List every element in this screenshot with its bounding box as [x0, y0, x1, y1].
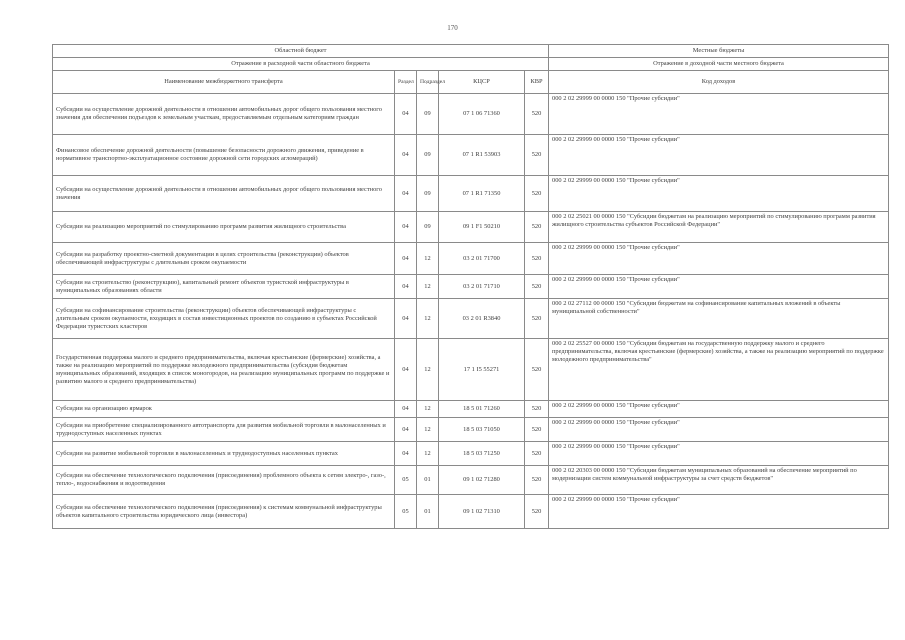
transfer-name-cell: Субсидии на развитие мобильной торговли в малонаселенных и труднодоступных населенных пунктах [53, 442, 395, 466]
kcsr-cell: 18 5 03 71050 [439, 418, 525, 442]
kvr-cell: 520 [525, 176, 549, 212]
kcsr-cell: 07 1 06 71360 [439, 94, 525, 135]
kvr-header: КВР [525, 71, 549, 94]
income-code-cell: 000 2 02 27112 00 0000 150 "Субсидии бюджетам на софинансирование капитальных вложений в объекты муниципальной собственности" [549, 299, 889, 339]
kcsr-header: КЦСР [439, 71, 525, 94]
kvr-cell: 520 [525, 212, 549, 243]
razdel-cell: 04 [395, 401, 417, 418]
kvr-cell: 520 [525, 418, 549, 442]
table-row [53, 135, 889, 176]
table-row [53, 401, 889, 418]
income-code-header: Код доходов [549, 71, 889, 94]
transfer-name-cell: Субсидии на обеспечение технологического подключения (присоединения) проблемного объекта к сетям электро-, газо-, тепло-, водоснабжения и водоотведения [53, 466, 395, 495]
table-row [53, 243, 889, 275]
kcsr-cell: 03 2 01 71710 [439, 275, 525, 299]
razdel-cell: 04 [395, 212, 417, 243]
razdel-cell: 04 [395, 339, 417, 401]
header-row-3 [53, 71, 889, 94]
transfer-name-cell: Финансовое обеспечение дорожной деятельности (повышение безопасности дорожного движения, приведение в нормативное транспортно-эксплуатационное состояние дорожной сети городских агломераций) [53, 135, 395, 176]
table-row [53, 466, 889, 495]
kcsr-cell: 07 1 R1 71350 [439, 176, 525, 212]
podrazdel-cell: 09 [417, 94, 439, 135]
regional-budget-header: Областной бюджет [53, 45, 549, 58]
table-row [53, 442, 889, 466]
income-code-cell: 000 2 02 25527 00 0000 150 "Субсидии бюджетам на государственную поддержку малого и среднего предпринимательства, включая крестьянские (фермерские) хозяйства, а также на реализацию мероприятий по поддержке молодежного предпринимательства" [549, 339, 889, 401]
income-code-cell: 000 2 02 20303 00 0000 150 "Субсидии бюджетам муниципальных образований на обеспечение мероприятий по модернизации систем коммунальной инфраструктуры за счет средств бюджетов" [549, 466, 889, 495]
transfer-name-cell: Субсидии на организацию ярмарок [53, 401, 395, 418]
transfer-name-cell: Субсидии на разработку проектно-сметной документации в целях строительства (реконструкции) объектов обеспечивающей инфраструктуры с длительным сроком окупаемости [53, 243, 395, 275]
table-row [53, 339, 889, 401]
razdel-cell: 04 [395, 418, 417, 442]
kvr-cell: 520 [525, 299, 549, 339]
transfer-name-cell: Субсидии на приобретение специализированного автотранспорта для развития мобильной торговли в малонаселенных и труднодоступных населенных пунктах [53, 418, 395, 442]
transfer-name-cell: Субсидии на осуществление дорожной деятельности в отношении автомобильных дорог общего пользования местного значения для обеспечения подъездов к земельным участкам, предоставляемым отдельным категориям граждан [53, 94, 395, 135]
razdel-cell: 04 [395, 135, 417, 176]
kvr-cell: 520 [525, 339, 549, 401]
transfer-name-header: Наименование межбюджетного трансферта [53, 71, 395, 94]
table-body [53, 94, 889, 529]
razdel-cell: 04 [395, 94, 417, 135]
razdel-cell: 05 [395, 466, 417, 495]
kvr-cell: 520 [525, 275, 549, 299]
page-number: 170 [447, 24, 458, 32]
transfer-name-cell: Государственная поддержка малого и среднего предпринимательства, включая крестьянские (фермерские) хозяйства, а также на реализацию мероприятий по поддержке молодежного предпринимательства (субсидия бюджетам муниципальных образований, входящих в список моногородов, на реализацию муниципальных программ по поддержке и развитию малого и среднего предпринимательства) [53, 339, 395, 401]
podrazdel-cell: 12 [417, 299, 439, 339]
table-row [53, 495, 889, 529]
kvr-cell: 520 [525, 442, 549, 466]
podrazdel-cell: 12 [417, 339, 439, 401]
kcsr-cell: 03 2 01 71700 [439, 243, 525, 275]
razdel-cell: 04 [395, 442, 417, 466]
kvr-cell: 520 [525, 243, 549, 275]
razdel-cell: 05 [395, 495, 417, 529]
podrazdel-cell: 12 [417, 418, 439, 442]
kcsr-cell: 09 1 02 71310 [439, 495, 525, 529]
razdel-cell: 04 [395, 299, 417, 339]
local-budgets-header: Местные бюджеты [549, 45, 889, 58]
transfer-name-cell: Субсидии на обеспечение технологического подключения (присоединения) к системам коммунальной инфраструктуры объектов капитального строительства юридического лица (инвестора) [53, 495, 395, 529]
table-row [53, 212, 889, 243]
income-code-cell: 000 2 02 29999 00 0000 150 "Прочие субсидии" [549, 243, 889, 275]
podrazdel-cell: 12 [417, 401, 439, 418]
kcsr-cell: 07 1 R1 53903 [439, 135, 525, 176]
podrazdel-cell: 12 [417, 243, 439, 275]
income-code-cell: 000 2 02 29999 00 0000 150 "Прочие субсидии" [549, 418, 889, 442]
income-code-cell: 000 2 02 29999 00 0000 150 "Прочие субсидии" [549, 495, 889, 529]
table-row [53, 176, 889, 212]
local-reflection-header: Отражение в доходной части местного бюджета [549, 58, 889, 71]
transfers-table [52, 44, 889, 529]
razdel-cell: 04 [395, 243, 417, 275]
kcsr-cell: 09 1 02 71280 [439, 466, 525, 495]
podrazdel-cell: 12 [417, 442, 439, 466]
kcsr-cell: 17 1 I5 55271 [439, 339, 525, 401]
podrazdel-cell: 09 [417, 212, 439, 243]
razdel-header: Раздел [395, 71, 417, 94]
kcsr-cell: 09 1 F1 50210 [439, 212, 525, 243]
header-row-1 [53, 45, 889, 58]
header-row-2 [53, 58, 889, 71]
kvr-cell: 520 [525, 94, 549, 135]
kvr-cell: 520 [525, 401, 549, 418]
table-row [53, 418, 889, 442]
kvr-cell: 520 [525, 466, 549, 495]
razdel-cell: 04 [395, 176, 417, 212]
kvr-cell: 520 [525, 495, 549, 529]
kcsr-cell: 18 5 01 71260 [439, 401, 525, 418]
kcsr-cell: 03 2 01 R3840 [439, 299, 525, 339]
table-row [53, 275, 889, 299]
transfer-name-cell: Субсидии на реализацию мероприятий по стимулированию программ развития жилищного строительства [53, 212, 395, 243]
table-row [53, 299, 889, 339]
income-code-cell: 000 2 02 29999 00 0000 150 "Прочие субсидии" [549, 135, 889, 176]
razdel-cell: 04 [395, 275, 417, 299]
transfer-name-cell: Субсидии на строительство (реконструкцию), капитальный ремонт объектов туристской инфраструктуры в муниципальных образованиях области [53, 275, 395, 299]
transfer-name-cell: Субсидии на софинансирование строительства (реконструкции) объектов обеспечивающей инфраструктуры с длительным сроком окупаемости, входящих в состав инвестиционных проектов по созданию в субъектах Российской Федерации туристских кластеров [53, 299, 395, 339]
income-code-cell: 000 2 02 29999 00 0000 150 "Прочие субсидии" [549, 401, 889, 418]
income-code-cell: 000 2 02 29999 00 0000 150 "Прочие субсидии" [549, 275, 889, 299]
podrazdel-cell: 01 [417, 495, 439, 529]
income-code-cell: 000 2 02 25021 00 0000 150 "Субсидии бюджетам на реализацию мероприятий по стимулированию программ развития жилищного строительства субъектов Российской Федерации" [549, 212, 889, 243]
income-code-cell: 000 2 02 29999 00 0000 150 "Прочие субсидии" [549, 176, 889, 212]
kvr-cell: 520 [525, 135, 549, 176]
income-code-cell: 000 2 02 29999 00 0000 150 "Прочие субсидии" [549, 442, 889, 466]
table-row [53, 94, 889, 135]
income-code-cell: 000 2 02 29999 00 0000 150 "Прочие субсидии" [549, 94, 889, 135]
podrazdel-cell: 09 [417, 176, 439, 212]
podrazdel-cell: 09 [417, 135, 439, 176]
transfer-name-cell: Субсидии на осуществление дорожной деятельности в отношении автомобильных дорог общего пользования местного значения [53, 176, 395, 212]
kcsr-cell: 18 5 03 71250 [439, 442, 525, 466]
podrazdel-cell: 01 [417, 466, 439, 495]
regional-reflection-header: Отражение в расходной части областного бюджета [53, 58, 549, 71]
podrazdel-header: Подраздел [417, 71, 439, 94]
podrazdel-cell: 12 [417, 275, 439, 299]
